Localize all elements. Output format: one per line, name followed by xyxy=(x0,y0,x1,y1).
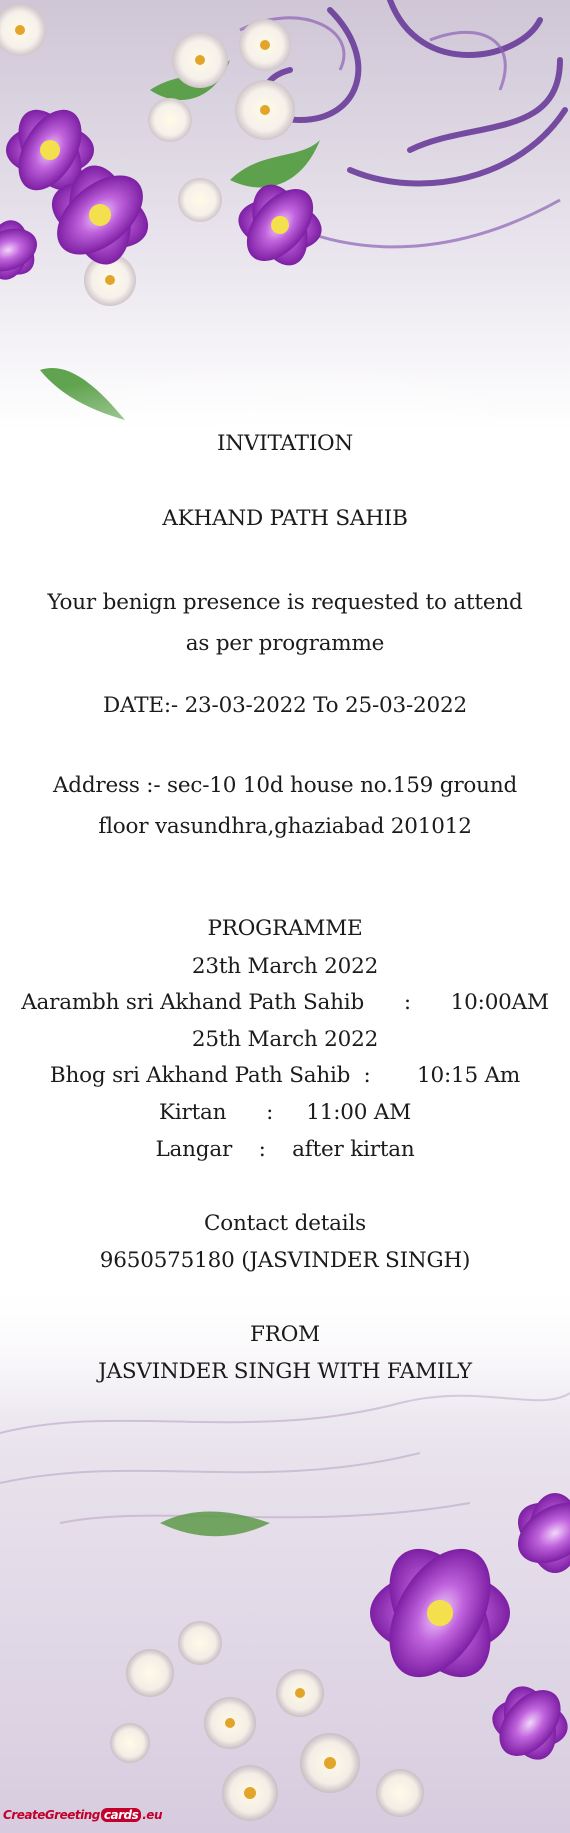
contact-heading: Contact details xyxy=(204,1211,366,1236)
from-heading: FROM xyxy=(250,1322,320,1347)
request-text: Your benign presence is requested to attend as per programme xyxy=(47,590,523,656)
programme-heading: PROGRAMME xyxy=(207,916,363,941)
programme-item: Langar : after kirtan xyxy=(155,1137,415,1162)
brand-cards: cards xyxy=(101,1808,141,1822)
programme-item: Bhog sri Akhand Path Sahib : 10:15 Am xyxy=(49,1063,521,1088)
event-address: Address :- sec-10 10d house no.159 ground floor vasundhra,ghaziabad 201012 xyxy=(52,773,518,839)
event-date: DATE:- 23-03-2022 To 25-03-2022 xyxy=(103,693,467,718)
from-name: JASVINDER SINGH WITH FAMILY xyxy=(98,1359,472,1384)
invitation-heading: INVITATION xyxy=(216,431,354,456)
brand-watermark-logo xyxy=(2,1800,162,1830)
event-name: AKHAND PATH SAHIB xyxy=(162,506,408,531)
brand-tld: .eu xyxy=(142,1808,162,1822)
brand-prefix: CreateGreeting xyxy=(3,1808,100,1822)
contact-phone: 9650575180 (JASVINDER SINGH) xyxy=(99,1248,471,1273)
programme-item: Aarambh sri Akhand Path Sahib : 10:00AM xyxy=(21,990,549,1015)
programme-item: 25th March 2022 xyxy=(191,1027,379,1052)
programme-item: 23th March 2022 xyxy=(191,954,379,979)
programme-item: Kirtan : 11:00 AM xyxy=(158,1100,412,1125)
floral-decoration-bottom xyxy=(0,1273,570,1833)
floral-decoration-top xyxy=(0,0,570,460)
